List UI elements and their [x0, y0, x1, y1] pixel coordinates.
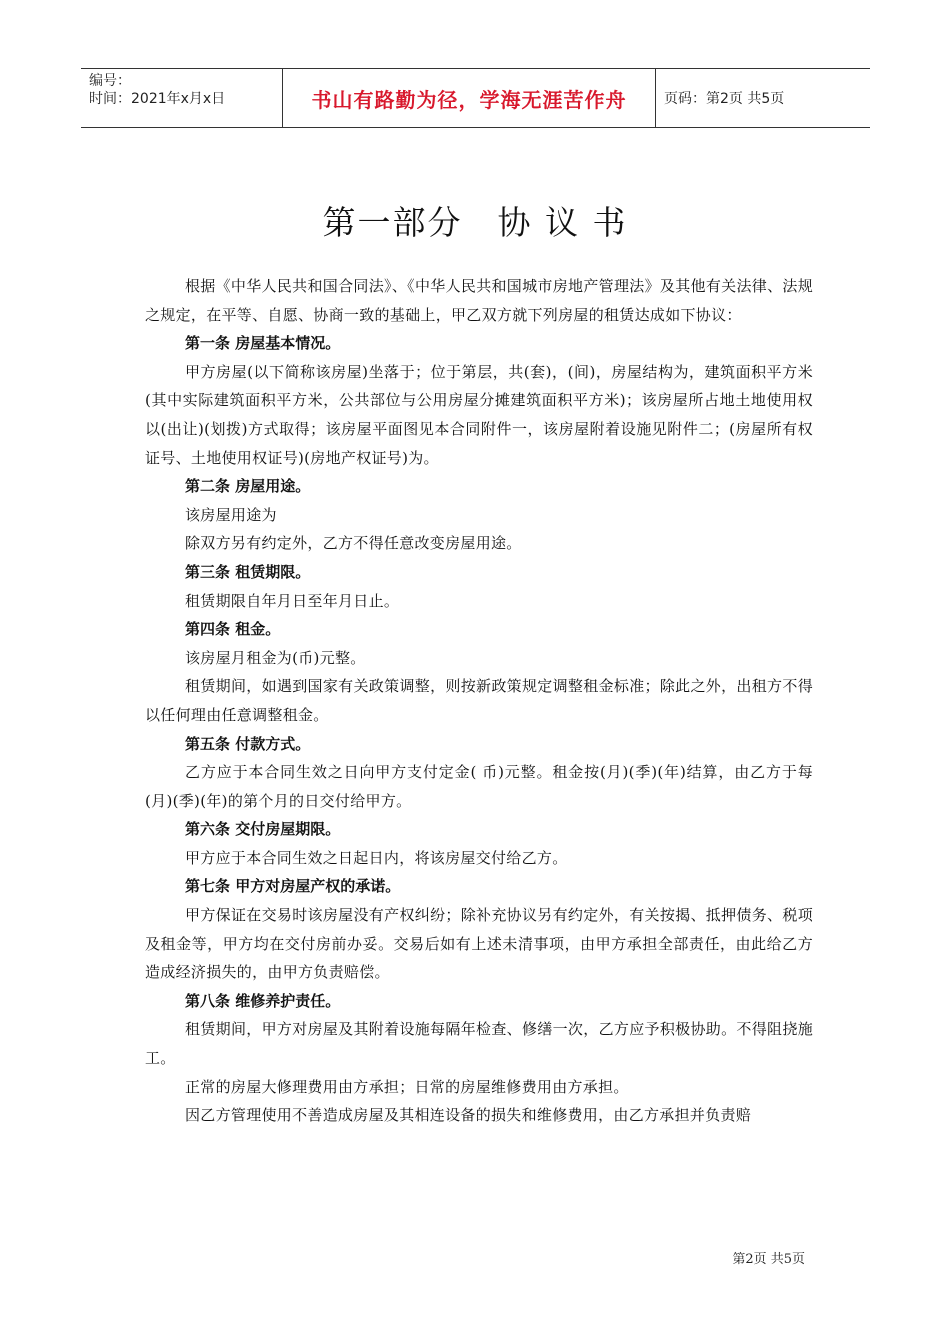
paragraph: 该房屋用途为 — [185, 505, 277, 524]
paragraph: 乙方应于本合同生效之日向甲方支付定金( 币)元整。租金按(月)(季)(年)结算，由乙方于每(月)(季)(年)的第个月的日交付给甲方。 — [145, 763, 813, 810]
page-header — [81, 68, 870, 128]
paragraph: 租赁期间，如遇到国家有关政策调整，则按新政策规定调整租金标准；除此之外，出租方不得以任何理由任意调整租金。 — [145, 677, 813, 724]
article-heading: 第七条 甲方对房屋产权的承诺。 — [185, 877, 401, 896]
paragraph: 除双方另有约定外，乙方不得任意改变房屋用途。 — [185, 534, 522, 553]
page-title: 第一部分 协 议 书 — [322, 203, 628, 242]
paragraph: 因乙方管理使用不善造成房屋及其相连设备的损失和维修费用，由乙方承担并负责赔 — [185, 1106, 752, 1125]
paragraph: 租赁期间，甲方对房屋及其附着设施每隔年检查、修缮一次，乙方应予积极协助。不得阻挠施工。 — [145, 1020, 813, 1068]
paragraph: 甲方房屋(以下简称该房屋)坐落于；位于第层，共(套)，(间)，房屋结构为，建筑面积平方米(其中实际建筑面积平方米，公共部位与公用房屋分摊建筑面积平方米)；该房屋所占地土地使用权以(出让)(划拨)方式取得；该房屋平面图见本合同附件一，该房屋附着设施见附件二；(房屋所有权证号、土地使用权证号)(房地产权证号)为。 — [145, 362, 813, 467]
article-heading: 第八条 维修养护责任。 — [185, 991, 341, 1010]
article-heading: 第三条 租赁期限。 — [185, 562, 311, 581]
paragraph: 该房屋月租金为(币)元整。 — [185, 648, 366, 667]
paragraph: 正常的房屋大修理费用由方承担；日常的房屋维修费用由方承担。 — [185, 1077, 629, 1096]
document-date: 时间：2021年x月x日 — [89, 91, 226, 107]
paragraph: 甲方应于本合同生效之日起日内，将该房屋交付给乙方。 — [185, 848, 568, 867]
page-footer: 第2页 共5页 — [732, 1252, 805, 1267]
paragraph: 租赁期限自年月日至年月日止。 — [185, 591, 400, 610]
article-heading: 第四条 租金。 — [185, 620, 281, 639]
document-number-label: 编号： — [89, 73, 131, 89]
contract-body — [145, 272, 813, 1130]
article-heading: 第六条 交付房屋期限。 — [185, 820, 341, 839]
header-page-info: 页码：第2页 共5页 — [664, 91, 785, 107]
article-heading: 第二条 房屋用途。 — [185, 477, 311, 496]
paragraph: 根据《中华人民共和国合同法》、《中华人民共和国城市房地产管理法》及其他有关法律、法规之规定，在平等、自愿、协商一致的基础上，甲乙双方就下列房屋的租赁达成如下协议： — [145, 277, 813, 324]
article-heading: 第一条 房屋基本情况。 — [185, 334, 341, 353]
header-meta — [81, 69, 282, 127]
paragraph: 甲方保证在交易时该房屋没有产权纠纷；除补充协议另有约定外，有关按揭、抵押债务、税项及租金等，甲方均在交付房前办妥。交易后如有上述未清事项，由甲方承担全部责任，由此给乙方造成经济损失的，由甲方负责赔偿。 — [145, 906, 813, 982]
header-motto: 书山有路勤为径，学海无涯苦作舟 — [282, 69, 656, 127]
article-heading: 第五条 付款方式。 — [185, 734, 311, 753]
